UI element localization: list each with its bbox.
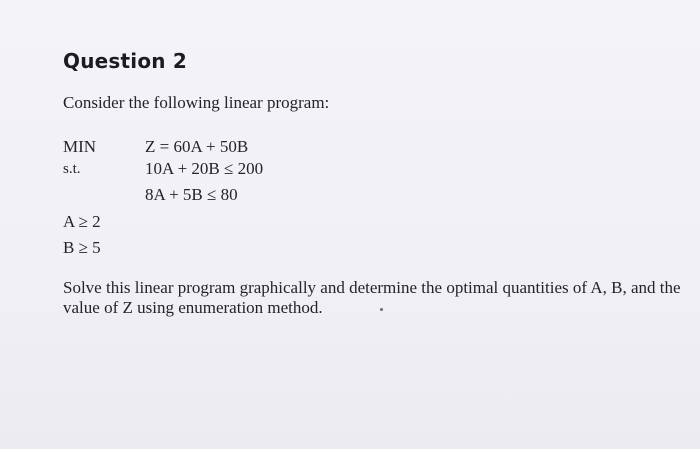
constraint-3: A ≥ 2: [63, 212, 101, 231]
question-title: Question 2: [63, 49, 187, 73]
constraint-2: 8A + 5B ≤ 80: [145, 185, 238, 204]
instructions-text: Solve this linear program graphically and determine the optimal quantities of A, B, and the value of Z using enumeration method.: [63, 278, 681, 317]
objective-function: Z = 60A + 50B: [145, 137, 249, 156]
constraint-4: B ≥ 5: [63, 238, 101, 257]
subject-to-label: s.t.: [63, 161, 81, 177]
constraint-1: 10A + 20B ≤ 200: [145, 159, 264, 178]
question-intro: Consider the following linear program:: [63, 93, 330, 112]
stray-mark: [380, 308, 383, 311]
objective-label: MIN: [63, 137, 97, 156]
